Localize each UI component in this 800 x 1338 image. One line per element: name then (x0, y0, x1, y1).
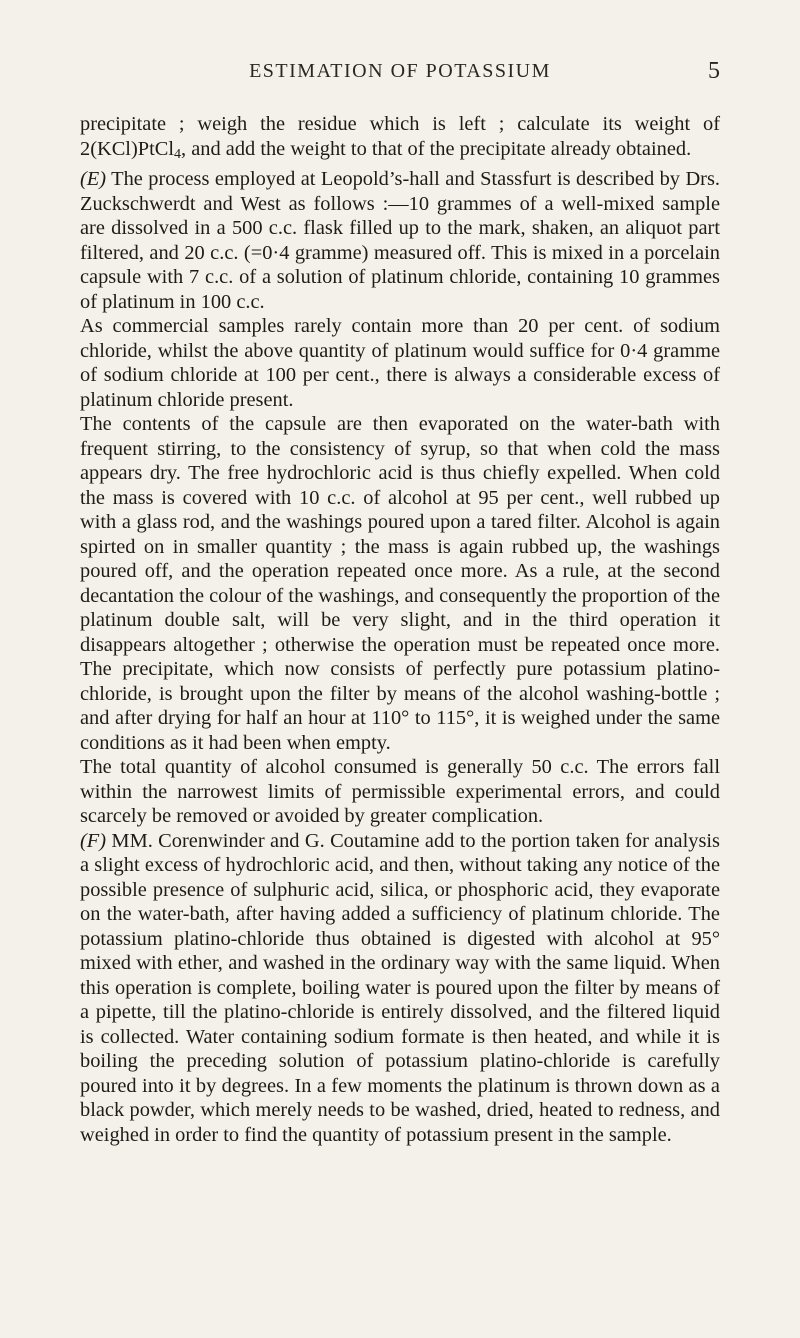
paragraph-continuation (80, 112, 720, 167)
paragraph-f (80, 829, 720, 1148)
running-title: ESTIMATION OF POTASSIUM (249, 60, 551, 82)
paragraph: The total quantity of alcohol consumed is generally 50 c.c. The errors fall within the narrowest limits of permissible experimental errors, and could scarcely be removed or avoided by greater complication. (80, 756, 720, 827)
paragraph-text: precipitate ; weigh the residue which is left ; calculate its weight of 2(KCl)PtCl (80, 113, 720, 160)
page-number: 5 (708, 58, 720, 84)
paragraph: As commercial samples rarely contain more than 20 per cent. of sodium chloride, whilst the above quantity of platinum would suffice for 0·4 gramme of sodium chloride at 100 per cent., there is always a considerable excess of platinum chloride present. (80, 315, 720, 411)
subscript: 4 (174, 146, 182, 162)
paragraph-text: The process employed at Leopold’s-hall and Stassfurt is described by Drs. Zuckschwerdt and West as follows :—10 grammes of a well-mixed sample are dissolved in a 500 c.c. flask filled up to the mark, shaken, an aliquot part filtered, and 20 c.c. (=0·4 gramme) measured off. This is mixed in a porcelain capsule with 7 c.c. of a solution of platinum chloride, containing 10 grammes of platinum in 100 c.c. (80, 168, 720, 313)
body-text (80, 112, 720, 1147)
paragraph-e (80, 167, 720, 314)
paragraph-text: , and add the weight to that of the precipitate already obtained. (181, 137, 692, 160)
section-letter: (E) (80, 168, 107, 190)
running-head (80, 60, 720, 90)
paragraph: The contents of the capsule are then evaporated on the water-bath with frequent stirring, to the consistency of syrup, so that when cold the mass appears dry. The free hydrochloric acid is thus chiefly expelled. When cold the mass is covered with 10 c.c. of alcohol at 95 per cent., well rubbed up with a glass rod, and the washings poured upon a tared filter. Alcohol is again spirted on in smaller quantity ; the mass is again rubbed up, the washings poured off, and the operation repeated once more. As a rule, at the second decantation the colour of the washings, and consequently the proportion of the platinum double salt, will be very slight, and in the third operation it disappears altogether ; otherwise the operation must be repeated once more. The precipitate, which now consists of perfectly pure potassium platino-chloride, is brought upon the filter by means of the alcohol washing-bottle ; and after drying for half an hour at 110° to 115°, it is weighed under the same conditions as it had been when empty. (80, 413, 720, 754)
section-letter: (F) (80, 829, 107, 852)
paragraph-text: MM. Corenwinder and G. Coutamine add to the portion taken for analysis a slight excess of hydrochloric acid, and then, without taking any notice of the possible presence of sulphuric acid, silica, or phosphoric acid, they evaporate on the water-bath, after having added a sufficiency of platinum chloride. The potassium platino-chloride thus obtained is digested with alcohol at 95° mixed with ether, and washed in the ordinary way with the same liquid. When this operation is complete, boiling water is poured upon the filter by means of a pipette, till the platino-chloride is entirely dissolved, and the filtered liquid is collected. Water containing sodium formate is then heated, and while it is boiling the preceding solution of potassium platino-chloride is carefully poured into it by degrees. In a few moments the platinum is thrown down as a black powder, which merely needs to be washed, dried, heated to redness, and weighed in order to find the quantity of potassium present in the sample. (80, 829, 720, 1146)
